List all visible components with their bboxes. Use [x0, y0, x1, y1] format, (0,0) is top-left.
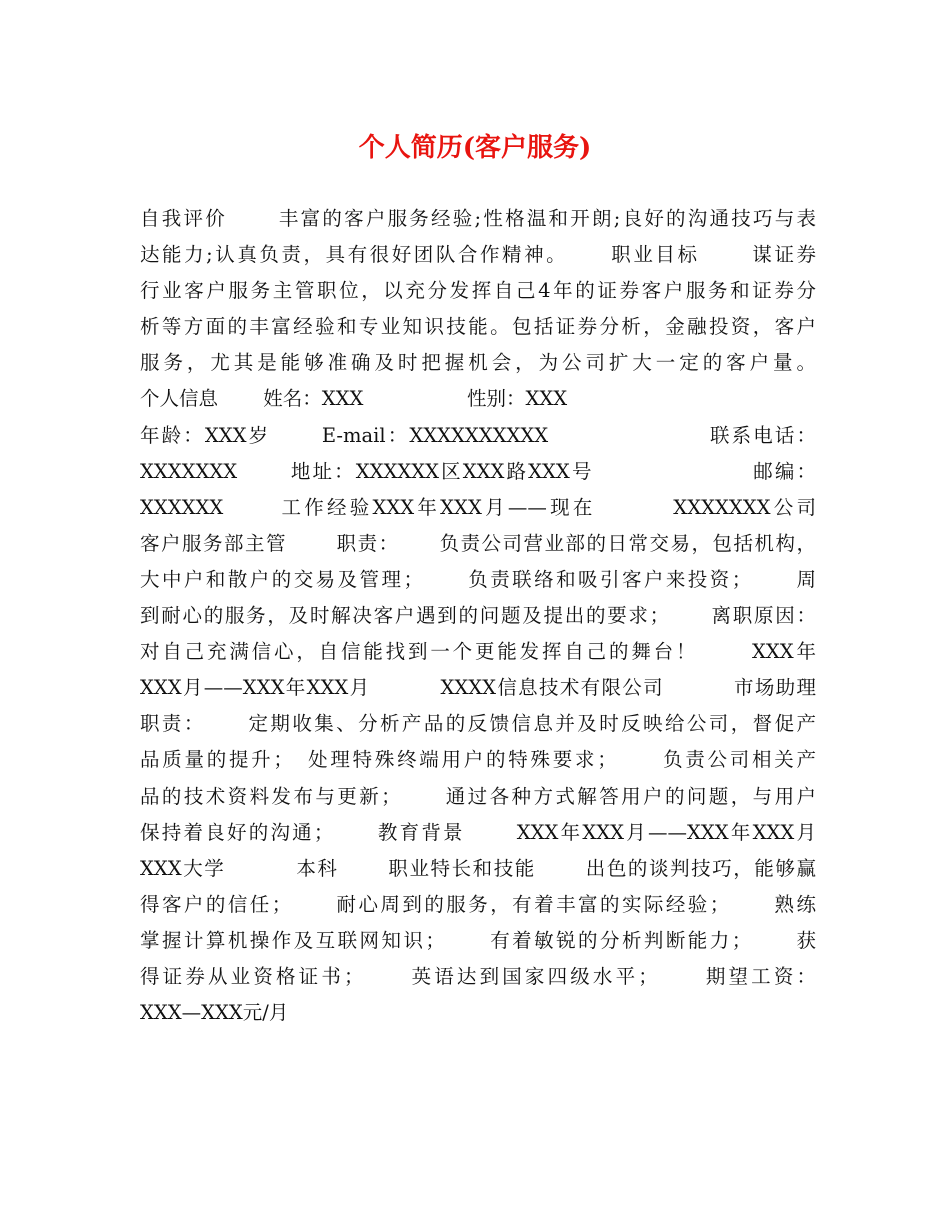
- body-line: 品的技术资料发布与更新； 通过各种方式解答用户的问题，与用户: [140, 784, 816, 808]
- body-line: 行业客户服务主管职位，以充分发挥自己4年的证券客户服务和证券分: [140, 279, 816, 303]
- body-line: 职责： 定期收集、分析产品的反馈信息并及时反映给公司，督促产: [140, 712, 816, 736]
- body-line: 大中户和散户的交易及管理； 负责联络和吸引客户来投资； 周: [140, 567, 816, 591]
- body-line: 保持着良好的沟通； 教育背景 XXX年XXX月——XXX年XXX月: [140, 820, 816, 844]
- body-line: 客户服务部主管 职责： 负责公司营业部的日常交易，包括机构，: [140, 531, 816, 555]
- body-line: 得客户的信任； 耐心周到的服务，有着丰富的实际经验； 熟练: [140, 892, 816, 916]
- body-line: XXX月——XXX年XXX月 XXXX信息技术有限公司 市场助理: [140, 676, 816, 700]
- body-line: 掌握计算机操作及互联网知识； 有着敏锐的分析判断能力； 获: [140, 928, 816, 952]
- body-line: 析等方面的丰富经验和专业知识技能。包括证券分析，金融投资，客户: [140, 315, 816, 339]
- body-line: 年龄：XXX岁 E-mail：XXXXXXXXXX 联系电话：: [140, 423, 816, 447]
- body-line: 服务，尤其是能够准确及时把握机会，为公司扩大一定的客户量。: [140, 351, 816, 375]
- body-line: 达能力;认真负责，具有很好团队合作精神。 职业目标 谋证券: [140, 243, 816, 267]
- body-line: 到耐心的服务，及时解决客户遇到的问题及提出的要求； 离职原因：: [140, 604, 816, 628]
- resume-body: [140, 201, 816, 1031]
- document-title: 个人简历(客户服务): [358, 133, 592, 163]
- body-line: 品质量的提升； 处理特殊终端用户的特殊要求； 负责公司相关产: [140, 748, 816, 772]
- body-line: 自我评价 丰富的客户服务经验;性格温和开朗;良好的沟通技巧与表: [140, 207, 816, 230]
- body-line: 得证券从业资格证书； 英语达到国家四级水平； 期望工资：: [140, 964, 816, 988]
- body-line: XXXXXX 工作经验XXX年XXX月——现在 XXXXXXX公司: [140, 495, 816, 519]
- body-line: XXXXXXX 地址：XXXXXX区XXX路XXX号 邮编：: [140, 459, 816, 483]
- body-line: 对自己充满信心，自信能找到一个更能发挥自己的舞台！ XXX年: [140, 640, 816, 664]
- body-line: 个人信息 姓名：XXX 性别：XXX: [140, 387, 568, 411]
- body-line: XXX大学 本科 职业特长和技能 出色的谈判技巧，能够赢: [140, 856, 816, 880]
- body-line: XXX—XXX元/月: [140, 1001, 289, 1025]
